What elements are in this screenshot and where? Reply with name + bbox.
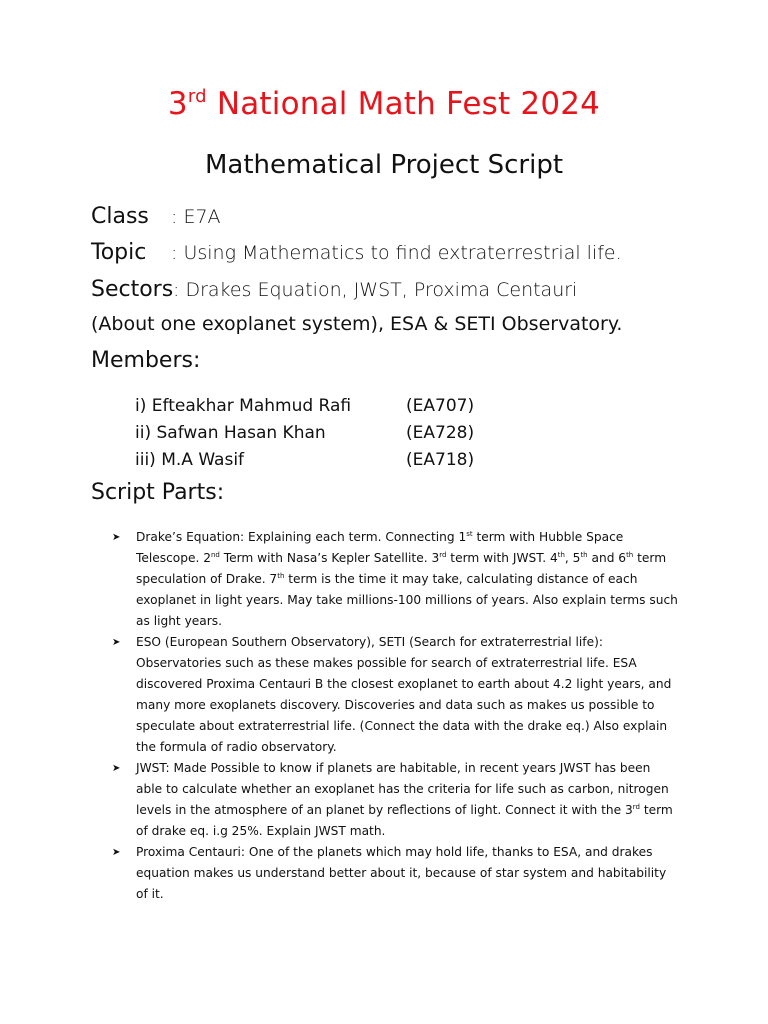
list-item: ➤ ESO (European Southern Observatory), SETI (Search for extraterrestrial life): Observatories such as these makes possible for search of extraterrestrial life. ESA discovered Proxima Centauri B the closest exoplanet to earth about 4.2 light years, and many more exoplanets discovery. Discoveries and data such as makes us possible to speculate about extraterrestrial life. (Connect the data with the drake eq.) Also explain the formula of radio observatory.: [112, 632, 678, 758]
arrow-bullet-icon: ➤: [112, 763, 121, 774]
arrow-bullet-icon: ➤: [112, 532, 121, 543]
class-label: Class: [91, 204, 149, 229]
member-id: (EA728): [406, 423, 475, 443]
arrow-bullet-icon: ➤: [112, 847, 121, 858]
title-text: National Math Fest 2024: [216, 86, 601, 122]
list-item: ➤ JWST: Made Possible to know if planets are habitable, in recent years JWST has been able to calculate whether an exoplanet has the criteria for life such as carbon, nitrogen levels in the atmosphere of an planet by reflections of light. Connect it with the 3rd term of drake eq. i.g 25%. Explain JWST math.: [112, 758, 678, 842]
list-item: ➤ Drake’s Equation: Explaining each term. Connecting 1st term with Hubble Space Telescope. 2nd Term with Nasa’s Kepler Satellite. 3rd term with JWST. 4th, 5th and 6th term speculation of Drake. 7th term is the time it may take, calculating distance of each exoplanet in light years. May take millions-100 millions of years. Also explain terms such as light years.: [112, 527, 678, 632]
sectors-field: [91, 277, 577, 302]
member-index: ii): [135, 423, 152, 443]
sectors-value: : Drakes Equation, JWST, Proxima Centauri: [173, 279, 578, 301]
page-subtitle: Mathematical Project Script: [204, 150, 564, 180]
member-id: (EA707): [406, 396, 475, 416]
member-name: M.A Wasif: [161, 450, 245, 470]
member-row: [135, 450, 474, 470]
member-index: iii): [135, 450, 156, 470]
topic-label: Topic: [91, 240, 147, 265]
page-title: [0, 86, 768, 122]
topic-field: [91, 240, 622, 265]
class-value: : E7A: [171, 206, 221, 228]
list-item: ➤ Proxima Centauri: One of the planets which may hold life, thanks to ESA, and drakes equation makes us understand better about it, because of star system and habitability of it.: [112, 842, 678, 905]
member-name: Efteakhar Mahmud Rafi: [151, 396, 352, 416]
member-id: (EA718): [406, 450, 475, 470]
member-row: [135, 396, 474, 416]
topic-value: : Using Mathematics to find extraterrestrial life.: [171, 242, 622, 264]
class-field: [91, 204, 221, 229]
members-heading: Members:: [91, 348, 201, 373]
title-ordinal-suffix: rd: [187, 86, 207, 107]
title-ordinal-number: 3: [167, 86, 188, 122]
arrow-bullet-icon: ➤: [112, 637, 121, 648]
sectors-value-continued: (About one exoplanet system), ESA & SETI Observatory.: [91, 313, 623, 335]
script-parts-heading: Script Parts:: [91, 480, 225, 505]
member-index: i): [135, 396, 147, 416]
member-row: [135, 423, 474, 443]
sectors-label: Sectors: [91, 277, 174, 302]
member-name: Safwan Hasan Khan: [156, 423, 326, 443]
script-parts-list: [112, 527, 678, 905]
